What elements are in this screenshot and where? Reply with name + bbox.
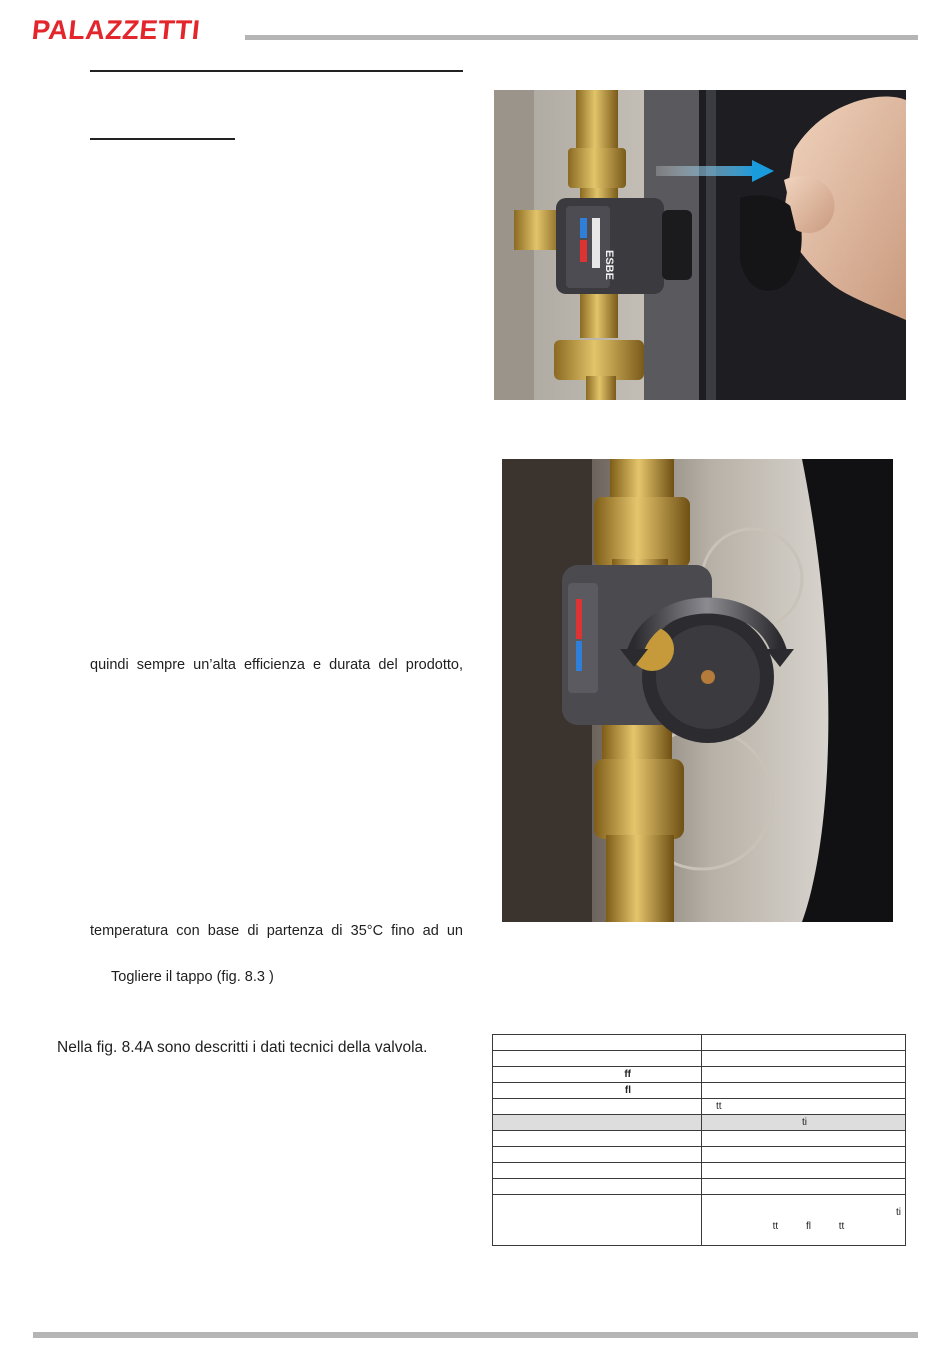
valve-knob-rotation-illustration	[502, 459, 893, 922]
body-text-temperature: temperatura con base di partenza di 35°C fino ad un	[90, 923, 463, 939]
body-text-efficiency: quindi sempre un’alta efficienza e durata del prodotto,	[90, 657, 463, 673]
section-heading-rule	[90, 70, 463, 72]
valve-cap-removal-photo	[494, 90, 906, 400]
table-row	[493, 1179, 906, 1195]
valve-cap-removal-illustration	[494, 90, 906, 400]
table-row	[493, 1131, 906, 1147]
table-row: tt	[493, 1099, 906, 1115]
footer-divider	[33, 1332, 918, 1338]
table-row: ti	[493, 1115, 906, 1131]
palazzetti-logo: PALAZZETTI	[30, 15, 202, 45]
table-row: fl	[493, 1083, 906, 1099]
table-row	[493, 1163, 906, 1179]
instruction-remove-cap: Togliere il tappo (fig. 8.3 )	[111, 969, 274, 985]
header-divider	[245, 35, 918, 40]
table-row	[493, 1147, 906, 1163]
valve-technical-data-table	[492, 1034, 906, 1246]
table-row	[493, 1051, 906, 1067]
valve-knob-rotation-photo	[502, 459, 893, 922]
subsection-heading-rule	[90, 138, 235, 140]
table-row: ti tt fl tt	[493, 1195, 906, 1246]
table-row	[493, 1035, 906, 1051]
esbe-brand-label: ESBE	[603, 250, 615, 280]
technical-data-caption: Nella fig. 8.4A sono descritti i dati tecnici della valvola.	[57, 1039, 428, 1056]
table-row: ff	[493, 1067, 906, 1083]
